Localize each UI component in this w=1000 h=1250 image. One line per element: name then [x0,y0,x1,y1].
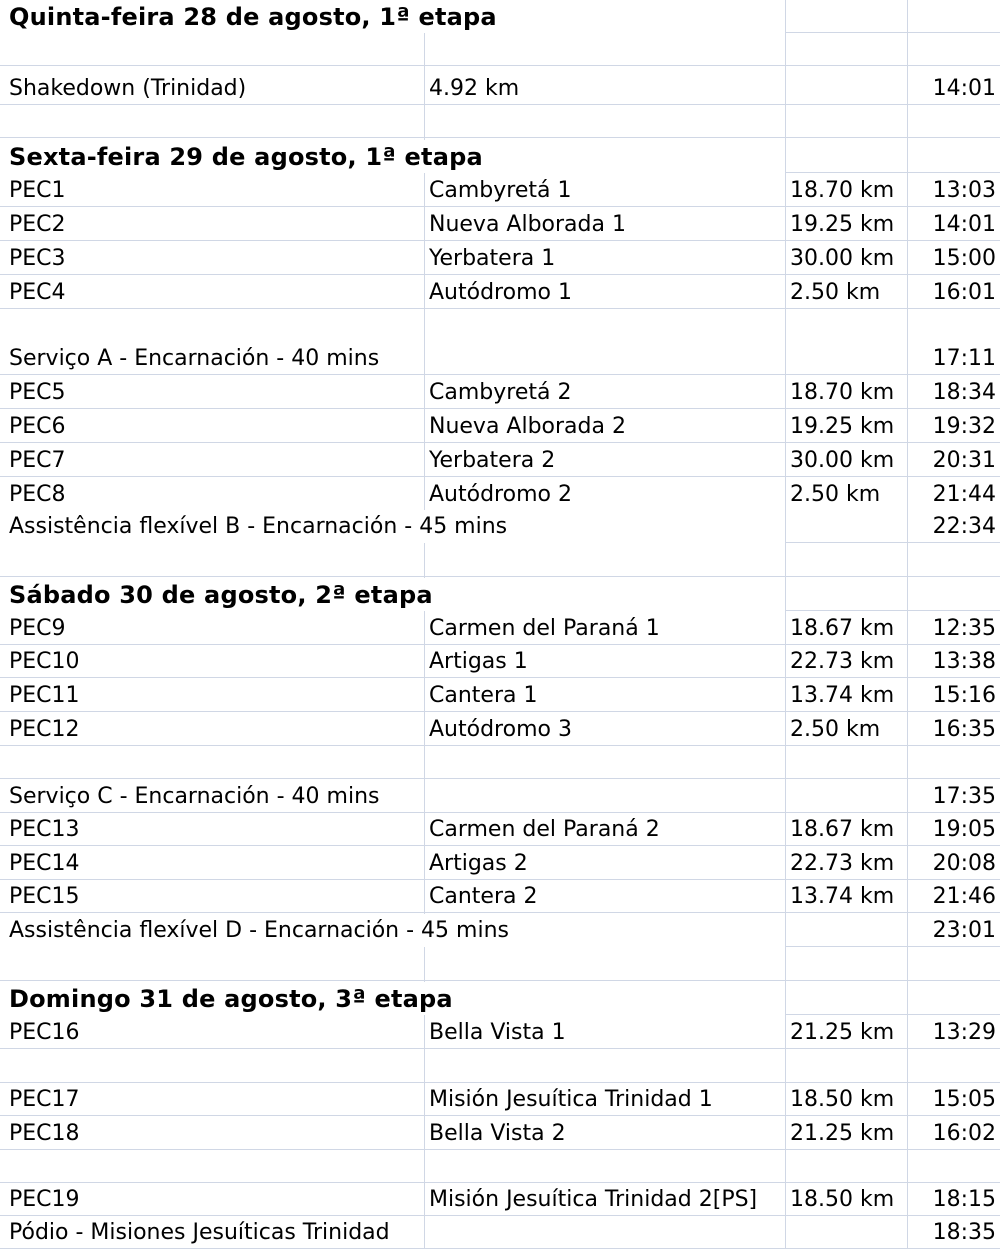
assistance-label: Assistência flexível B - Encarnación - 45 mins [9,514,508,539]
empty-row[interactable] [0,33,1000,66]
stage-time: 21:46 [932,884,996,909]
stage-name: Cantera 1 [429,683,538,708]
stage-time: 21:44 [932,482,996,507]
stage-distance: 21.25 km [790,1121,895,1146]
stage-distance: 18.50 km [790,1087,895,1112]
day-heading: Quinta-feira 28 de agosto, 1ª etapa [9,3,497,31]
stage-time: 16:01 [932,280,996,305]
stage-code: PEC5 [9,380,66,405]
stage-time: 12:35 [932,616,996,641]
stage-row[interactable] [0,376,1000,409]
stage-name: Carmen del Paraná 2 [429,817,660,842]
assistance-time: 23:01 [932,918,996,943]
stage-time: 20:31 [932,448,996,473]
day-heading: Domingo 31 de agosto, 3ª etapa [9,985,453,1013]
stage-code: PEC2 [9,212,66,237]
stage-time: 15:05 [932,1087,996,1112]
stage-code: PEC19 [9,1187,80,1212]
stage-row[interactable] [0,410,1000,443]
assistance-label: Assistência flexível D - Encarnación - 45 mins [9,918,509,943]
stage-code: PEC9 [9,616,66,641]
stage-row[interactable] [0,478,1000,511]
stage-row[interactable] [0,1016,1000,1049]
empty-row[interactable] [0,310,1000,343]
podium-label: Pódio - Misiones Jesuíticas Trinidad [9,1220,390,1245]
podium-row[interactable] [0,1216,1000,1249]
stage-name: Nueva Alborada 2 [429,414,626,439]
stage-row[interactable] [0,1117,1000,1150]
stage-distance: 18.67 km [790,616,895,641]
empty-row[interactable] [0,1050,1000,1083]
service-label: Serviço A - Encarnación - 40 mins [9,346,380,371]
empty-row[interactable] [0,1150,1000,1183]
podium-time: 18:35 [932,1220,996,1245]
stage-code: PEC12 [9,717,80,742]
stage-time: 13:03 [932,178,996,203]
stage-time: 14:01 [932,212,996,237]
empty-row[interactable] [0,948,1000,981]
stage-time: 18:34 [932,380,996,405]
stage-distance: 18.70 km [790,178,895,203]
stage-name: Misión Jesuítica Trinidad 1 [429,1087,713,1112]
stage-name: Artigas 2 [429,851,528,876]
stage-distance: 22.73 km [790,649,895,674]
stage-code: PEC14 [9,851,80,876]
stage-row[interactable] [0,174,1000,207]
stage-code: PEC13 [9,817,80,842]
stage-name: Artigas 1 [429,649,528,674]
stage-row[interactable] [0,679,1000,712]
shakedown-distance: 4.92 km [429,76,520,101]
stage-distance: 13.74 km [790,884,895,909]
day-heading-row[interactable] [0,982,1000,1015]
stage-code: PEC16 [9,1020,80,1045]
stage-distance: 22.73 km [790,851,895,876]
stage-name: Misión Jesuítica Trinidad 2[PS] [429,1187,758,1212]
stage-name: Cambyretá 1 [429,178,572,203]
day-heading-row[interactable] [0,0,1000,33]
assistance-time: 22:34 [932,514,996,539]
stage-code: PEC8 [9,482,66,507]
stage-code: PEC1 [9,178,66,203]
service-row[interactable] [0,780,1000,813]
stage-code: PEC10 [9,649,80,674]
stage-distance: 18.70 km [790,380,895,405]
column-divider [424,0,425,1249]
stage-name: Nueva Alborada 1 [429,212,626,237]
stage-row[interactable] [0,1183,1000,1216]
stage-time: 15:00 [932,246,996,271]
stage-distance: 30.00 km [790,246,895,271]
stage-time: 13:38 [932,649,996,674]
stage-distance: 2.50 km [790,717,881,742]
stage-distance: 13.74 km [790,683,895,708]
stage-row[interactable] [0,847,1000,880]
stage-time: 19:05 [932,817,996,842]
day-heading: Sexta-feira 29 de agosto, 1ª etapa [9,143,483,171]
stage-code: PEC11 [9,683,80,708]
stage-distance: 30.00 km [790,448,895,473]
stage-name: Yerbatera 2 [429,448,556,473]
service-row[interactable] [0,342,1000,375]
stage-row[interactable] [0,612,1000,645]
stage-distance: 18.50 km [790,1187,895,1212]
stage-row[interactable] [0,880,1000,913]
stage-row[interactable] [0,813,1000,846]
stage-name: Cantera 2 [429,884,538,909]
service-time: 17:11 [932,346,996,371]
stage-name: Cambyretá 2 [429,380,572,405]
stage-name: Autódromo 3 [429,717,572,742]
stage-code: PEC6 [9,414,66,439]
stage-time: 16:02 [932,1121,996,1146]
empty-row[interactable] [0,544,1000,577]
stage-time: 18:15 [932,1187,996,1212]
stage-name: Bella Vista 2 [429,1121,566,1146]
stage-time: 15:16 [932,683,996,708]
stage-time: 13:29 [932,1020,996,1045]
empty-row[interactable] [0,746,1000,779]
stage-distance: 19.25 km [790,212,895,237]
stage-code: PEC3 [9,246,66,271]
shakedown-time: 14:01 [932,76,996,101]
stage-name: Autódromo 1 [429,280,572,305]
assistance-row[interactable] [0,914,1000,947]
column-divider [907,0,908,1249]
service-label: Serviço C - Encarnación - 40 mins [9,784,380,809]
stage-name: Bella Vista 1 [429,1020,566,1045]
stage-distance: 21.25 km [790,1020,895,1045]
stage-row[interactable] [0,208,1000,241]
stage-row[interactable] [0,1083,1000,1116]
stage-name: Yerbatera 1 [429,246,556,271]
stage-distance: 2.50 km [790,280,881,305]
service-time: 17:35 [932,784,996,809]
stage-time: 16:35 [932,717,996,742]
stage-distance: 2.50 km [790,482,881,507]
empty-row[interactable] [0,105,1000,138]
stage-code: PEC4 [9,280,66,305]
stage-row[interactable] [0,645,1000,678]
stage-code: PEC7 [9,448,66,473]
stage-time: 19:32 [932,414,996,439]
shakedown-row[interactable] [0,72,1000,105]
stage-name: Carmen del Paraná 1 [429,616,660,641]
assistance-row[interactable] [0,510,1000,543]
day-heading-row[interactable] [0,578,1000,611]
stage-code: PEC15 [9,884,80,909]
stage-row[interactable] [0,444,1000,477]
stage-distance: 19.25 km [790,414,895,439]
shakedown-name: Shakedown (Trinidad) [9,76,247,101]
stage-time: 20:08 [932,851,996,876]
stage-row[interactable] [0,242,1000,275]
column-divider [785,0,786,1249]
stage-code: PEC17 [9,1087,80,1112]
stage-distance: 18.67 km [790,817,895,842]
stage-row[interactable] [0,276,1000,309]
day-heading-row[interactable] [0,140,1000,173]
stage-row[interactable] [0,713,1000,746]
day-heading: Sábado 30 de agosto, 2ª etapa [9,581,433,609]
stage-name: Autódromo 2 [429,482,572,507]
stage-code: PEC18 [9,1121,80,1146]
